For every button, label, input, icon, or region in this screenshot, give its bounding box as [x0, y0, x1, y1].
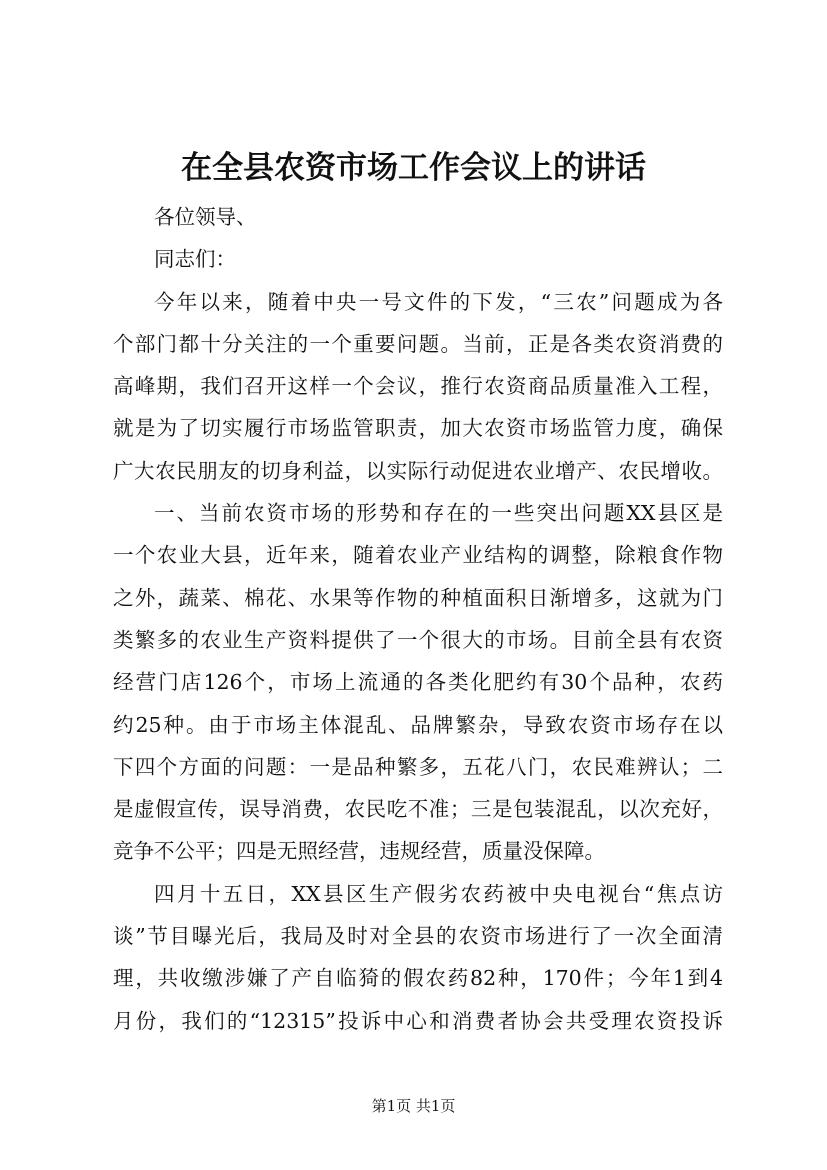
document-title: 在全县农资市场工作会议上的讲话 [181, 150, 646, 186]
page-number-footer: 第1页 共1页 [371, 1097, 456, 1115]
paragraph-line: 一个农业大县，近年来，随着农业产业结构的调整，除粮食作物 [113, 543, 723, 568]
paragraph-line: 一、当前农资市场的形势和存在的一些突出问题XX县区是 [154, 501, 723, 526]
salutation-line: 各位领导、 [154, 205, 257, 229]
document-body [113, 196, 723, 1042]
paragraph-line: 谈”节目曝光后，我局及时对全县的农资市场进行了一次全面清 [113, 924, 723, 949]
salutation-line: 同志们： [154, 247, 236, 272]
paragraph-line: 广大农民朋友的切身利益，以实际行动促进农业增产、农民增收。 [113, 458, 723, 483]
paragraph-line: 约25种。由于市场主体混乱、品牌繁杂，导致农资市场存在以 [113, 712, 723, 737]
paragraph-line: 经营门店126个，市场上流通的各类化肥约有30个品种，农药 [113, 670, 723, 695]
paragraph-line: 就是为了切实履行市场监管职责，加大农资市场监管力度，确保 [113, 416, 723, 441]
paragraph-line: 竞争不公平；四是无照经营，违规经营，质量没保障。 [113, 839, 605, 864]
paragraph-line: 个部门都十分关注的一个重要问题。当前，正是各类农资消费的 [113, 331, 723, 356]
paragraph-line: 下四个方面的问题：一是品种繁多，五花八门，农民难辨认；二 [113, 754, 723, 779]
paragraph-line: 类繁多的农业生产资料提供了一个很大的市场。目前全县有农资 [113, 627, 723, 652]
paragraph-line: 月份，我们的“12315”投诉中心和消费者协会共受理农资投诉 [113, 1008, 723, 1033]
paragraph-line: 四月十五日，XX县区生产假劣农药被中央电视台“焦点访 [154, 881, 723, 906]
paragraph-line: 是虚假宣传，误导消费，农民吃不准；三是包装混乱，以次充好， [113, 797, 723, 822]
paragraph-line: 高峰期，我们召开这样一个会议，推行农资商品质量准入工程， [113, 374, 723, 399]
paragraph-line: 之外，蔬菜、棉花、水果等作物的种植面积日渐增多，这就为门 [113, 585, 723, 610]
paragraph-line: 今年以来，随着中央一号文件的下发，“三农”问题成为各 [154, 289, 723, 314]
paragraph-line: 理，共收缴涉嫌了产自临猗的假农药82种，170件；今年1到4 [113, 966, 723, 991]
